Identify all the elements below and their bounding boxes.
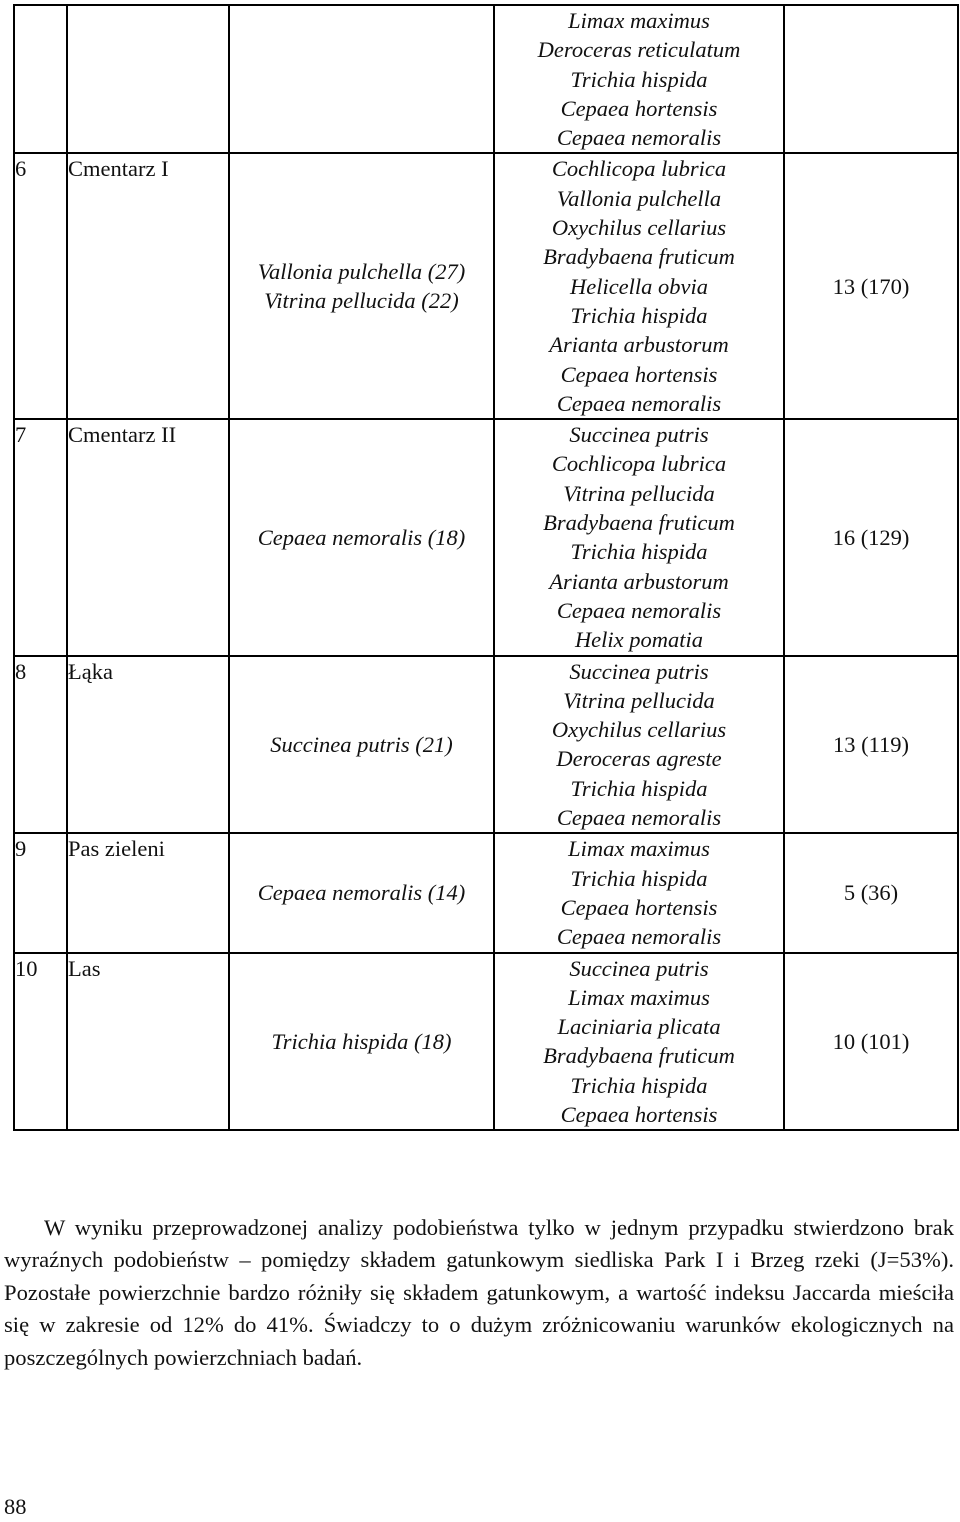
species-name: Limax maximus [568,984,710,1010]
site-number-cell [14,656,67,834]
species-list-cell [494,5,784,153]
site-number: 7 [15,422,27,448]
dominant-species-cell [229,419,494,655]
species-name: Trichia hispida [570,1072,708,1098]
species-count: 16 (129) [832,524,910,550]
species-list-cell [494,419,784,655]
species-name: Cochlicopa lubrica [551,156,727,182]
table-row [14,5,958,153]
species-name: Trichia hispida [570,865,708,891]
species-count-cell [784,833,958,952]
dominant-species: Succinea putris (21) [270,731,453,757]
table-row [14,656,958,834]
species-count: 10 (101) [832,1028,910,1054]
table-row [14,419,958,655]
site-name-cell [67,153,229,419]
species-name: Cochlicopa lubrica [551,451,727,477]
species-name: Bradybaena fruticum [543,1043,735,1069]
species-name: Oxychilus cellarius [551,717,727,743]
species-name: Cepaea nemoralis [556,805,722,831]
site-number-cell [14,419,67,655]
species-name: Cepaea nemoralis [556,924,722,950]
table-row [14,153,958,419]
site-name-cell [67,419,229,655]
site-name: Las [68,955,101,981]
site-name-cell [67,656,229,834]
species-name: Trichia hispida [570,539,708,565]
species-list-cell [494,833,784,952]
site-number: 8 [15,658,27,684]
species-name: Cepaea hortensis [560,1101,718,1127]
site-name-cell [67,953,229,1131]
dominant-species-cell [229,153,494,419]
species-table [13,4,959,1131]
species-name: Succinea putris [569,658,709,684]
dominant-species: Vallonia pulchella (27) [257,259,466,285]
site-number-cell [14,5,67,153]
species-name: Cepaea nemoralis [556,597,722,623]
site-name: Pas zieleni [68,836,165,862]
dominant-species-cell [229,656,494,834]
species-count: 13 (170) [832,273,910,299]
species-name: Bradybaena fruticum [543,244,735,270]
species-name: Deroceras agreste [556,746,722,772]
species-count: 13 (119) [832,731,910,757]
species-name: Laciniaria plicata [557,1014,721,1040]
table-row [14,833,958,952]
dominant-species: Vitrina pellucida (22) [264,288,459,314]
site-name: Łąka [68,658,113,684]
site-name-cell [67,5,229,153]
dominant-species: Cepaea nemoralis (14) [257,880,466,906]
species-name: Cepaea hortensis [560,361,718,387]
dominant-species-cell [229,5,494,153]
site-number: 10 [15,955,38,981]
site-name-cell [67,833,229,952]
species-list-cell [494,656,784,834]
species-name: Cepaea hortensis [560,894,718,920]
species-name: Limax maximus [568,8,710,33]
species-name: Oxychilus cellarius [551,215,727,241]
species-name: Cepaea nemoralis [556,125,722,151]
species-name: Trichia hispida [570,302,708,328]
table-row [14,953,958,1131]
site-number: 6 [15,156,27,182]
species-name: Vitrina pellucida [563,480,715,506]
species-name: Cepaea hortensis [560,95,718,121]
species-count-cell [784,953,958,1131]
species-name: Succinea putris [569,955,709,981]
species-count: 5 (36) [843,880,899,906]
site-number: 9 [15,836,27,862]
species-name: Arianta arbustorum [549,568,729,594]
species-list-cell [494,953,784,1131]
site-name: Cmentarz II [68,422,177,448]
species-count-cell [784,5,958,153]
dominant-species-cell [229,953,494,1131]
species-name: Helix pomatia [574,627,704,653]
dominant-species: Cepaea nemoralis (18) [257,524,466,550]
species-name: Limax maximus [568,836,710,862]
species-name: Arianta arbustorum [549,332,729,358]
site-number-cell [14,153,67,419]
site-number-cell [14,953,67,1131]
species-count-cell [784,419,958,655]
species-name: Vitrina pellucida [563,687,715,713]
species-name: Succinea putris [569,422,709,448]
species-list-cell [494,153,784,419]
dominant-species: Trichia hispida (18) [271,1028,452,1054]
species-name: Trichia hispida [570,775,708,801]
species-name: Vallonia pulchella [556,185,722,211]
species-name: Bradybaena fruticum [543,510,735,536]
site-number-cell [14,833,67,952]
dominant-species-cell [229,833,494,952]
body-paragraph: W wyniku przeprowadzonej analizy podobieństwa tylko w jednym przypadku stwierdzono brak wyraźnych podobieństw – pomiędzy składem gatunkowym siedliska Park I i Brzeg rzeki (J=53%). Pozostałe powierzchnie bardzo różniły się składem gatunkowym, a wartość indeksu Jaccarda mieściła się w zakresie od 12% do 41%. Świadczy to o dużym zróżnicowaniu warunków ekologicznych na poszczególnych powierzchniach badań. [4,1215,954,1370]
site-name: Cmentarz I [68,156,169,182]
species-name: Trichia hispida [570,66,708,92]
species-count-cell [784,153,958,419]
species-count-cell [784,656,958,834]
species-name: Cepaea nemoralis [556,390,722,416]
species-name: Deroceras reticulatum [537,37,741,63]
page-number: 88 [4,1494,27,1519]
species-name: Helicella obvia [569,273,709,299]
